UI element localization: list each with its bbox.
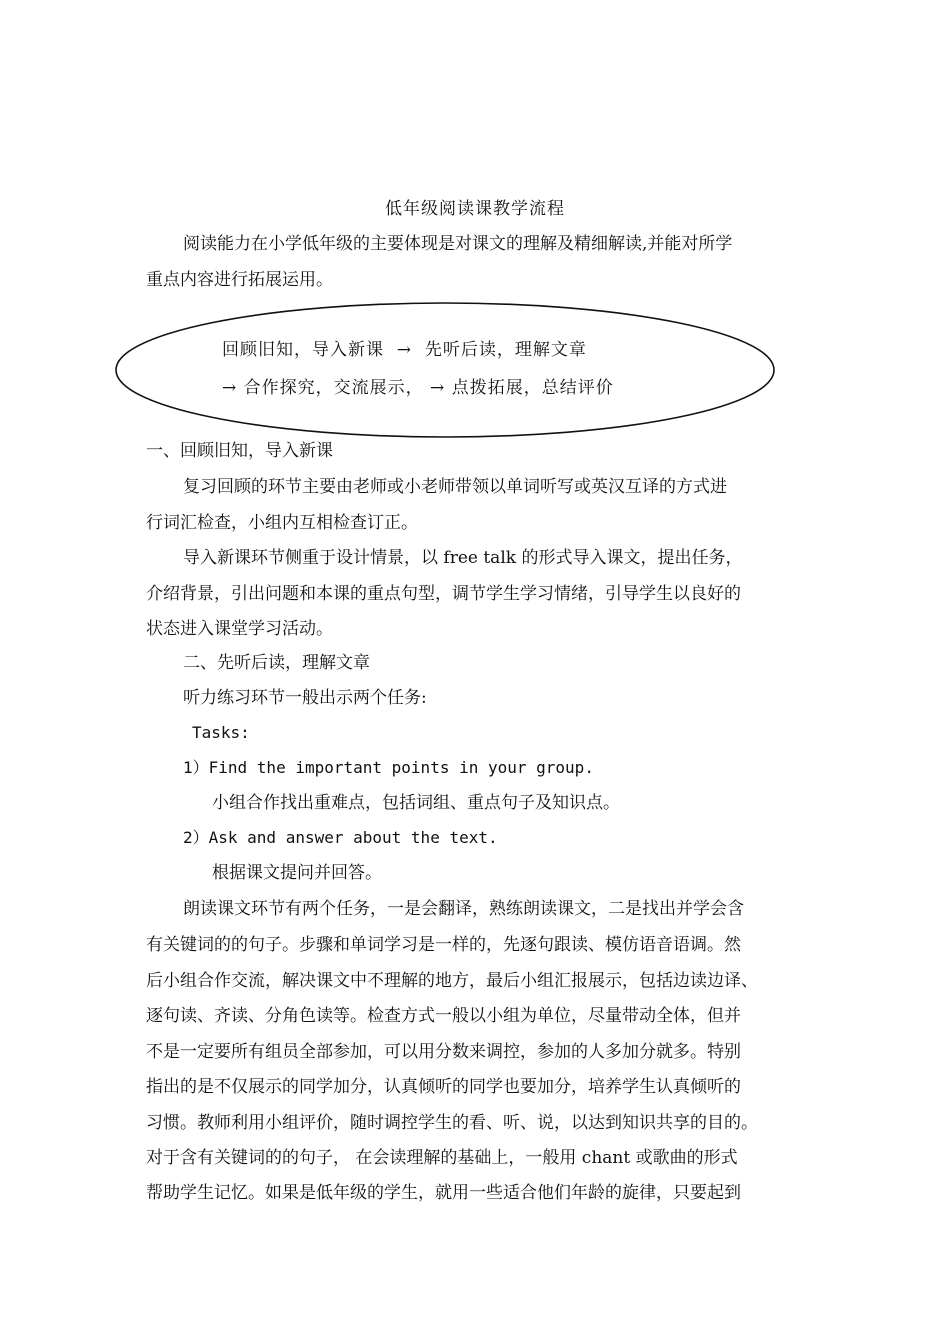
task-1-chinese: 小组合作找出重难点，包括词组、重点句子及知识点。 bbox=[212, 793, 620, 813]
page-title: 低年级阅读课教学流程 bbox=[385, 199, 565, 219]
section1-para2-line-1: 导入新课环节侧重于设计情景，以 free talk 的形式导入课文，提出任务， bbox=[183, 548, 743, 568]
flow-line-2: → 合作探究，交流展示， → 点拨拓展，总结评价 bbox=[222, 378, 614, 398]
task-2-chinese: 根据课文提问并回答。 bbox=[212, 863, 382, 883]
intro-line-1: 阅读能力在小学低年级的主要体现是对课文的理解及精细解读,并能对所学 bbox=[183, 234, 733, 254]
reading-para-line-4: 逐句读、齐读、分角色读等。检查方式一般以小组为单位，尽量带动全体，但并 bbox=[146, 1006, 741, 1026]
reading-para-line-9: 帮助学生记忆。如果是低年级的学生，就用一些适合他们年龄的旋律，只要起到 bbox=[146, 1183, 741, 1203]
section1-heading: 一、回顾旧知，导入新课 bbox=[146, 441, 333, 461]
reading-para-line-6: 指出的是不仅展示的同学加分，认真倾听的同学也要加分，培养学生认真倾听的 bbox=[146, 1077, 741, 1097]
tasks-label: Tasks: bbox=[192, 723, 250, 742]
reading-para-line-8: 对于含有关键词的的句子， 在会读理解的基础上，一般用 chant 或歌曲的形式 bbox=[146, 1148, 738, 1168]
reading-para-line-5: 不是一定要所有组员全部参加，可以用分数来调控，参加的人多加分就多。特别 bbox=[146, 1042, 741, 1062]
section1-para2-line-3: 状态进入课堂学习活动。 bbox=[146, 619, 333, 639]
reading-para-line-2: 有关键词的的句子。步骤和单词学习是一样的，先逐句跟读、模仿语音语调。然 bbox=[146, 935, 741, 955]
flow-ellipse bbox=[114, 301, 776, 439]
section1-para1-line-1: 复习回顾的环节主要由老师或小老师带领以单词听写或英汉互译的方式进 bbox=[183, 477, 727, 497]
section1-para1-line-2: 行词汇检查，小组内互相检查订正。 bbox=[146, 513, 418, 533]
listening-intro: 听力练习环节一般出示两个任务: bbox=[183, 688, 427, 708]
flow-line-1: 回顾旧知，导入新课 → 先听后读，理解文章 bbox=[222, 340, 587, 360]
reading-para-line-1: 朗读课文环节有两个任务，一是会翻译，熟练朗读课文，二是找出并学会含 bbox=[183, 899, 744, 919]
intro-line-2: 重点内容进行拓展运用。 bbox=[146, 270, 333, 290]
section1-para2-line-2: 介绍背景，引出问题和本课的重点句型，调节学生学习情绪，引导学生以良好的 bbox=[146, 584, 741, 604]
task-1-english: 1）Find the important points in your group. bbox=[183, 758, 594, 777]
section2-heading: 二、先听后读，理解文章 bbox=[183, 653, 370, 673]
task-2-english: 2）Ask and answer about the text. bbox=[183, 828, 498, 847]
reading-para-line-3: 后小组合作交流，解决课文中不理解的地方，最后小组汇报展示，包括边读边译、 bbox=[146, 971, 758, 991]
reading-para-line-7: 习惯。教师利用小组评价，随时调控学生的看、听、说，以达到知识共享的目的。 bbox=[146, 1113, 758, 1133]
